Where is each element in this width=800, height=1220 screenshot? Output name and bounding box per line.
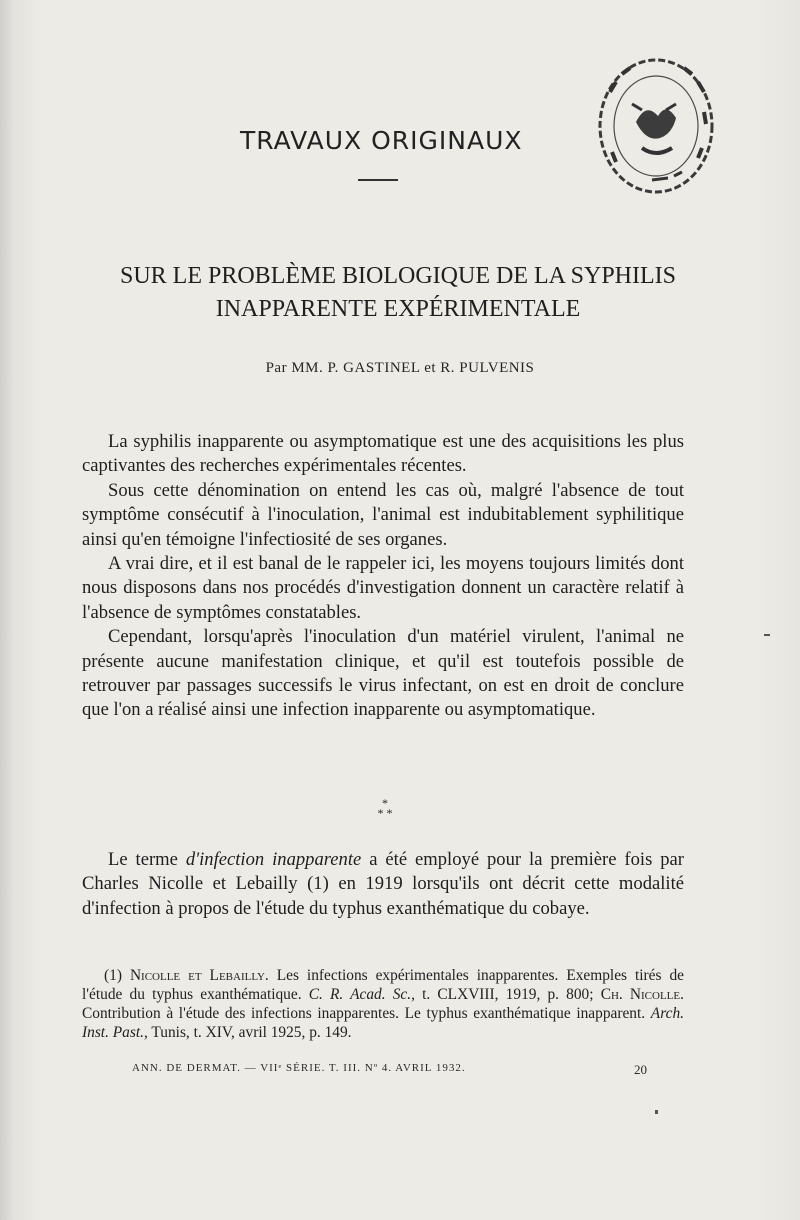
body-text-section-1 — [82, 430, 684, 723]
paragraph — [82, 848, 684, 921]
page-number: 20 — [634, 1062, 647, 1077]
scan-mark — [655, 1110, 658, 1114]
footnote-text-part: , t. CLXVIII, 1919, p. 800; — [411, 986, 601, 1003]
article-title-line-1: SUR LE PROBLÈME BIOLOGIQUE DE LA SYPHILIS — [119, 263, 676, 289]
section-heading: TRAVAUX ORIGINAUX — [240, 126, 523, 155]
footnote-text — [82, 966, 684, 1042]
footnote-text-part: . Les infections expérimentales inapparentes. Exemples tirés de l'étude du typhus exanthématique. — [82, 967, 685, 1003]
paragraph: A vrai dire, et il est banal de le rappeler ici, les moyens toujours limités dont nous disposons dans nos procédés d'investigation donnent un caractère relatif à l'absence de symptômes constatables. — [82, 553, 684, 623]
body-text-section-2 — [82, 848, 684, 921]
footnote-authors: Nicolle et Lebailly — [129, 967, 265, 984]
footnote-journal: Arch. Inst. Past. — [82, 1005, 684, 1041]
paragraph-text: a été employé pour la première fois par Charles Nicolle et Lebailly (1) en 1919 lorsqu'ils ont décrit cette modalité d'infection à propos de l'étude du typhus exanthématique du cobaye. — [82, 849, 684, 919]
article-title — [108, 260, 688, 326]
paragraph: Cependant, lorsqu'après l'inoculation d'un matériel virulent, l'animal ne présente aucune manifestation clinique, et qu'il est toutefois possible de retrouver par passages successifs le virus infectant, on est en droit de conclure que l'on a réalisé ainsi une infection inapparente ou asymptomatique. — [82, 626, 684, 721]
asterism: * * * — [377, 796, 393, 820]
paragraph-italic-term: d'infection inapparente — [185, 849, 362, 870]
library-stamp-icon — [592, 52, 720, 200]
page-footer: ANN. DE DERMAT. — VIIᵉ SÉRIE. T. III. Nº 4. AVRIL 1932. — [132, 1062, 466, 1074]
paragraph: La syphilis inapparente ou asymptomatique est une des acquisitions les plus captivantes des recherches expérimentales récentes. — [82, 431, 684, 477]
footnote-number: (1) — [104, 967, 130, 984]
byline: Par MM. P. GASTINEL et R. PULVENIS — [265, 360, 535, 376]
footnote-text-part: , Tunis, t. XIV, avril 1925, p. 149. — [144, 1024, 352, 1041]
article-title-line-2: INAPPARENTE EXPÉRIMENTALE — [215, 296, 581, 322]
paragraph: Sous cette dénomination on entend les cas où, malgré l'absence de tout symptôme consécutif à l'inoculation, l'animal est indubitablement syphilitique ainsi qu'en témoigne l'infectiosité de ses organes. — [82, 479, 684, 550]
heading-rule — [358, 179, 398, 181]
scan-mark — [764, 634, 770, 636]
footnote-text-part: . Contribution à l'étude des infections inapparentes. Le typhus exanthématique inapparent. — [82, 986, 684, 1022]
footnote-journal: C. R. Acad. Sc. — [308, 986, 412, 1003]
footnote — [82, 966, 684, 1042]
paragraph-text: Le terme — [108, 849, 186, 870]
footnote-author: Ch. Nicolle — [600, 986, 681, 1003]
